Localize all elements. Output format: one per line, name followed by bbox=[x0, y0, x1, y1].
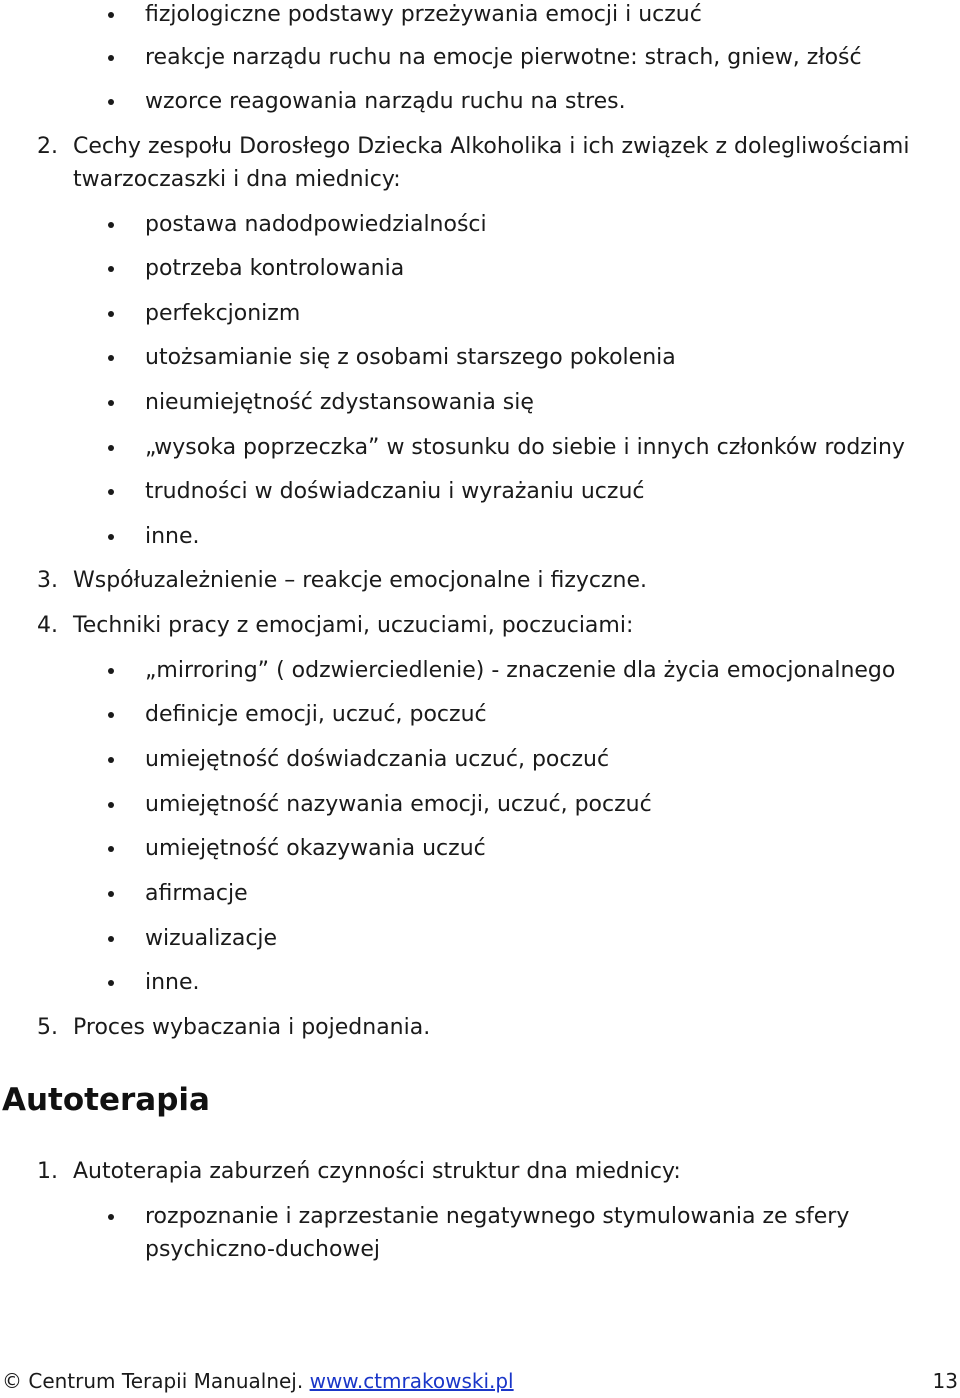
list-item-text: afirmacje bbox=[145, 881, 248, 906]
footer-copyright bbox=[2, 1367, 514, 1395]
copyright-text: © Centrum Terapii Manualnej. bbox=[2, 1369, 304, 1393]
list-item-text: utożsamianie się z osobami starszego pokolenia bbox=[145, 345, 676, 370]
item-text: Autoterapia zaburzeń czynności struktur dna miednicy: bbox=[73, 1159, 681, 1184]
bullet-icon bbox=[108, 311, 114, 317]
list-item-text: perfekcjonizm bbox=[145, 301, 301, 326]
section-heading: Autoterapia bbox=[2, 1082, 210, 1118]
list-item-text: rozpoznanie i zaprzestanie negatywnego stymulowania ze sfery bbox=[145, 1204, 850, 1229]
bullet-icon bbox=[108, 99, 114, 105]
bullet-icon bbox=[108, 802, 114, 808]
bullet-icon bbox=[108, 355, 114, 361]
item-number: 4. bbox=[37, 613, 58, 638]
list-item-text: inne. bbox=[145, 524, 200, 549]
bullet-icon bbox=[108, 400, 114, 406]
item-text: Proces wybaczania i pojednania. bbox=[73, 1015, 431, 1040]
bullet-icon bbox=[108, 489, 114, 495]
item-text: Współuzależnienie – reakcje emocjonalne i fizyczne. bbox=[73, 568, 648, 593]
bullet-icon bbox=[108, 55, 114, 61]
bullet-icon bbox=[108, 534, 114, 540]
list-item-text: trudności w doświadczaniu i wyrażaniu uczuć bbox=[145, 479, 645, 504]
list-item-text: postawa nadodpowiedzialności bbox=[145, 212, 487, 237]
list-item-text: wizualizacje bbox=[145, 926, 278, 951]
item-text: twarzoczaszki i dna miednicy: bbox=[73, 167, 401, 192]
item-number: 5. bbox=[37, 1015, 58, 1040]
list-item-text: definicje emocji, uczuć, poczuć bbox=[145, 702, 487, 727]
list-item-text: umiejętność nazywania emocji, uczuć, poczuć bbox=[145, 792, 652, 817]
bullet-icon bbox=[108, 266, 114, 272]
item-text: Cechy zespołu Dorosłego Dziecka Alkoholika i ich związek z dolegliwościami bbox=[73, 134, 910, 159]
bullet-icon bbox=[108, 936, 114, 942]
list-item-text: inne. bbox=[145, 970, 200, 995]
bullet-icon bbox=[108, 445, 114, 451]
item-number: 3. bbox=[37, 568, 58, 593]
list-item-text: nieumiejętność zdystansowania się bbox=[145, 390, 534, 415]
bullet-icon bbox=[108, 668, 114, 674]
list-item-text: potrzeba kontrolowania bbox=[145, 256, 405, 281]
item-number: 1. bbox=[37, 1159, 58, 1184]
bullet-icon bbox=[108, 846, 114, 852]
list-item-text: „mirroring” ( odzwierciedlenie) - znaczenie dla życia emocjonalnego bbox=[145, 658, 896, 683]
list-item-text: wzorce reagowania narządu ruchu na stres. bbox=[145, 89, 626, 114]
list-item-text: fizjologiczne podstawy przeżywania emocji i uczuć bbox=[145, 2, 702, 27]
bullet-icon bbox=[108, 712, 114, 718]
list-item-text: „wysoka poprzeczka” w stosunku do siebie i innych członków rodziny bbox=[145, 435, 905, 460]
item-text: Techniki pracy z emocjami, uczuciami, poczuciami: bbox=[73, 613, 634, 638]
website-link[interactable]: www.ctmrakowski.pl bbox=[309, 1369, 514, 1393]
bullet-icon bbox=[108, 1214, 114, 1220]
list-item-text: umiejętność doświadczania uczuć, poczuć bbox=[145, 747, 610, 772]
bullet-icon bbox=[108, 222, 114, 228]
bullet-icon bbox=[108, 980, 114, 986]
list-item-text: umiejętność okazywania uczuć bbox=[145, 836, 486, 861]
item-number: 2. bbox=[37, 134, 58, 159]
list-item-text: psychiczno-duchowej bbox=[145, 1237, 381, 1262]
bullet-icon bbox=[108, 12, 114, 18]
bullet-icon bbox=[108, 891, 114, 897]
page-number: 13 bbox=[932, 1369, 958, 1393]
list-item-text: reakcje narządu ruchu na emocje pierwotne: strach, gniew, złość bbox=[145, 45, 862, 70]
bullet-icon bbox=[108, 757, 114, 763]
